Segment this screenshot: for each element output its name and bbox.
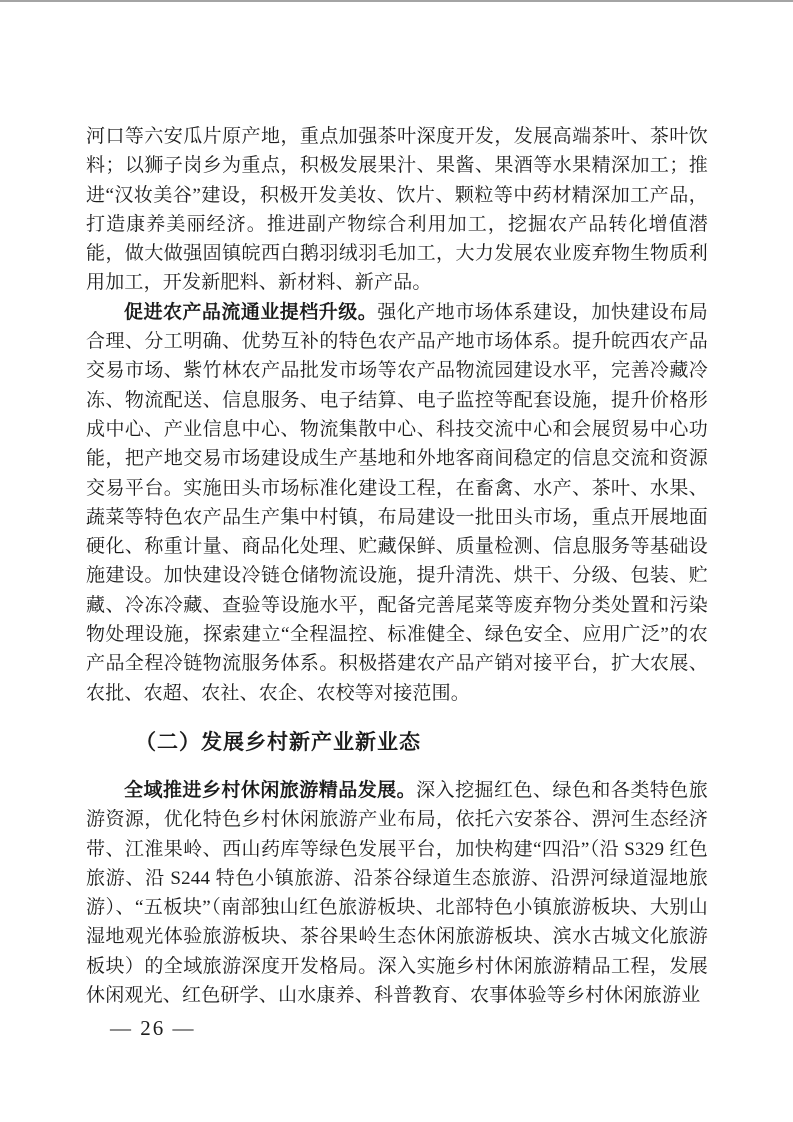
paragraph [86,776,708,1010]
paragraph [86,298,708,708]
paragraph-lead: 全域推进乡村休闲旅游精品发展。 [124,779,417,801]
paragraph-text: 河口等六安瓜片原产地，重点加强茶叶深度开发，发展高端茶叶、茶叶饮料；以狮子岗乡为重点，积极发展果汁、果酱、果酒等水果精深加工；推进“汉妆美谷”建设，积极开发美妆、饮片、颗粒等中药材精深加工产品，打造康养美丽经济。推进副产物综合利用加工，挖掘农产品转化增值潜能，做大做强固镇皖西白鹅羽绒羽毛加工，大力发展农业废弃物生物质利用加工，开发新肥料、新材料、新产品。 [86,126,708,294]
page-number: — 26 — [110,1016,196,1040]
page-footer [110,1016,196,1041]
paragraph-continuation [86,122,708,298]
page-top-edge [0,0,793,2]
paragraph-text: 深入挖掘红色、绿色和各类特色旅游资源，优化特色乡村休闲旅游产业布局，依托六安茶谷、淠河生态经济带、江淮果岭、西山药库等绿色发展平台，加快构建“四沿”（沿 S329 红色旅游、沿 S244 特色小镇旅游、沿茶谷绿道生态旅游、沿淠河绿道湿地旅游）、“五板块”（南部独山红色旅游板块、北部特色小镇旅游板块、大别山湿地观光体验旅游板块、茶谷果岭生态休闲旅游板块、滨水古城文化旅游板块）的全域旅游深度开发格局。深入实施乡村休闲旅游精品工程，发展休闲观光、红色研学、山水康养、科普教育、农事体验等乡村休闲旅游业 [86,779,708,1007]
section-heading: （二）发展乡村新产业新业态 [135,730,421,754]
paragraph-lead: 促进农产品流通业提档升级。 [124,301,378,323]
page-body [86,122,708,1010]
paragraph-text: 强化产地市场体系建设，加快建设布局合理、分工明确、优势互补的特色农产品产地市场体系。提升皖西农产品交易市场、紫竹林农产品批发市场等农产品物流园建设水平，完善冷藏冷冻、物流配送、信息服务、电子结算、电子监控等配套设施，提升价格形成中心、产业信息中心、物流集散中心、科技交流中心和会展贸易中心功能，把产地交易市场建设成生产基地和外地客商间稳定的信息交流和资源交易平台。实施田头市场标准化建设工程，在畜禽、水产、茶叶、水果、蔬菜等特色农产品生产集中村镇，布局建设一批田头市场，重点开展地面硬化、称重计量、商品化处理、贮藏保鲜、质量检测、信息服务等基础设施建设。加快建设冷链仓储物流设施，提升清洗、烘干、分级、包装、贮藏、冷冻冷藏、查验等设施水平，配备完善尾菜等废弃物分类处置和污染物处理设施，探索建立“全程温控、标准健全、绿色安全、应用广泛”的农产品全程冷链物流服务体系。积极搭建农产品产销对接平台，扩大农展、农批、农超、农社、农企、农校等对接范围。 [86,301,708,704]
